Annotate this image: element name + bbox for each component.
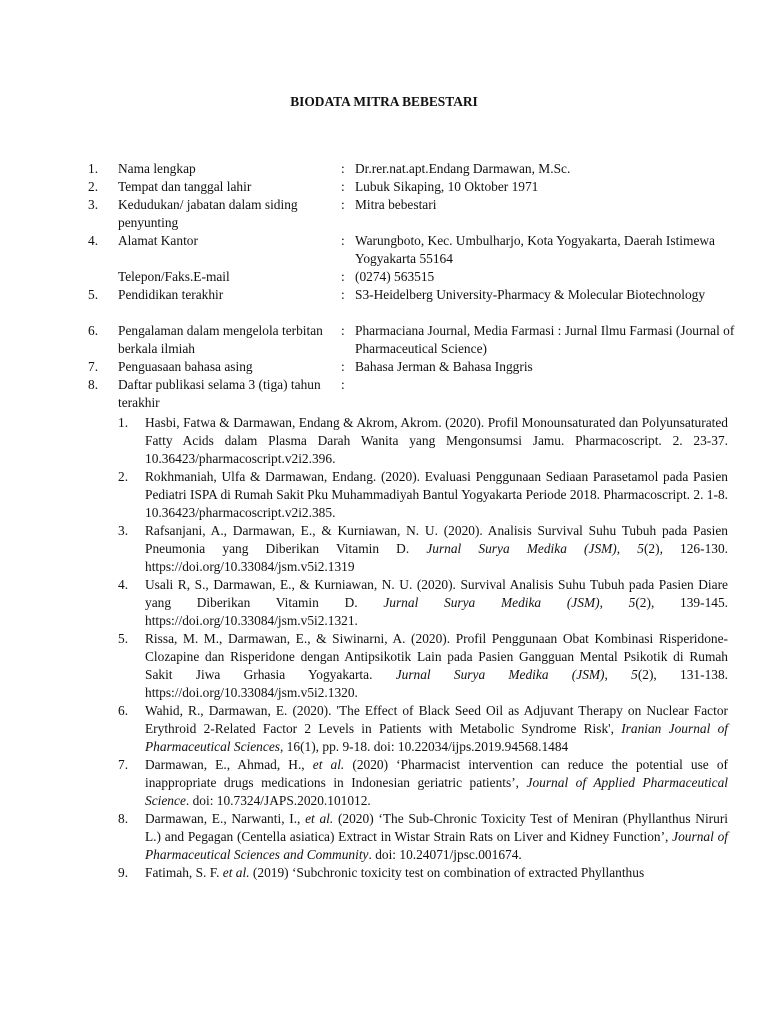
publication-text	[145, 630, 728, 702]
publication-text	[145, 864, 728, 882]
publication-segment: Rissa, M. M., Darmawan, E., & Siwinarni, A. (2020). Profil Penggunaan Obat Kombinasi Risperidone-Clozapine dan Risperidone dengan Antipsikotik Lain pada Pasien Gangguan Mental Psikotik di Rumah Sakit Jiwa Grhasia Yogyakarta.	[145, 631, 728, 682]
publication-segment: (2), 131-138. https://doi.org/10.33084/jsm.v5i2.1320.	[145, 667, 729, 700]
publication-italic-segment: 5	[631, 667, 638, 682]
publication-number: 7.	[118, 757, 129, 772]
publication-segment: . doi: 10.24071/jpsc.001674.	[368, 847, 522, 862]
row-value: Lubuk Sikaping, 10 Oktober 1971	[355, 179, 539, 194]
biodata-row-name	[88, 160, 728, 178]
publication-italic-segment: Jurnal Surya Medika (JSM)	[426, 541, 617, 556]
biodata-row-address	[88, 232, 728, 268]
publication-segment: Darmawan, E., Ahmad, H.,	[145, 757, 313, 772]
publication-text	[145, 414, 728, 468]
row-colon: :	[341, 359, 345, 374]
publication-list	[118, 414, 728, 882]
publication-segment: ,	[616, 541, 638, 556]
publication-italic-segment: 5	[637, 541, 644, 556]
publication-item	[118, 522, 728, 576]
publication-text	[145, 702, 728, 756]
publication-number: 8.	[118, 811, 129, 826]
row-label: Daftar publikasi selama 3 (tiga) tahun terakhir	[118, 377, 321, 410]
row-number: 8.	[88, 377, 99, 392]
row-label: Tempat dan tanggal lahir	[118, 179, 252, 194]
row-value: Mitra bebestari	[355, 197, 437, 212]
publication-item	[118, 414, 728, 468]
publication-italic-segment: Jurnal Surya Medika (JSM)	[395, 667, 605, 682]
publication-number: 2.	[118, 469, 129, 484]
publication-item	[118, 576, 728, 630]
publication-item	[118, 702, 728, 756]
row-value: Warungboto, Kec. Umbulharjo, Kota Yogyakarta, Daerah Istimewa Yogyakarta 55164	[355, 233, 715, 266]
biodata-row-education	[88, 286, 728, 322]
publication-segment: Rafsanjani, A., Darmawan, E., & Kurniawan, N. U. (2020). Analisis Survival Suhu Tubuh pada Pasien Pneumonia yang Diberikan Vitamin D.	[145, 523, 728, 556]
publication-italic-segment: et al.	[312, 757, 345, 772]
publication-item	[118, 468, 728, 522]
row-colon: :	[341, 161, 345, 176]
row-number: 2.	[88, 179, 99, 194]
row-colon: :	[341, 179, 345, 194]
row-colon: :	[341, 233, 345, 248]
row-value: Dr.rer.nat.apt.Endang Darmawan, M.Sc.	[355, 161, 571, 176]
row-colon: :	[341, 197, 345, 212]
publication-italic-segment: Iranian Journal of Pharmaceutical Sciences	[145, 721, 728, 754]
row-label: Pengalaman dalam mengelola terbitan berkala ilmiah	[118, 323, 323, 356]
row-number: 3.	[88, 197, 99, 212]
row-label: Pendidikan terakhir	[118, 287, 224, 302]
row-colon: :	[341, 323, 345, 338]
publication-segment: . doi: 10.7324/JAPS.2020.101012.	[185, 793, 371, 808]
row-value: (0274) 563515	[355, 269, 435, 284]
publication-italic-segment: Journal of Applied Pharmaceutical Science	[145, 775, 728, 808]
row-value: S3-Heidelberg University-Pharmacy & Molecular Biotechnology	[355, 287, 706, 302]
row-label: Alamat Kantor	[118, 233, 198, 248]
row-value: Bahasa Jerman & Bahasa Inggris	[355, 359, 533, 374]
publication-text	[145, 576, 728, 630]
row-number: 7.	[88, 359, 99, 374]
publication-item	[118, 630, 728, 702]
biodata-row-languages	[88, 358, 728, 376]
publication-segment: , 16(1), pp. 9-18. doi: 10.22034/ijps.2019.94568.1484	[279, 739, 569, 754]
publication-italic-segment: Jurnal Surya Medika (JSM)	[383, 595, 600, 610]
row-colon: :	[341, 287, 345, 302]
publication-segment: Usali R, S., Darmawan, E., & Kurniawan, N. U. (2020). Survival Analisis Suhu Tubuh pada Pasien Diare yang Diberikan Vitamin D.	[145, 577, 728, 610]
publication-number: 4.	[118, 577, 129, 592]
publication-segment: Fatimah, S. F.	[145, 865, 223, 880]
publication-text	[145, 468, 728, 522]
publication-segment: (2019) ‘Subchronic toxicity test on combination of extracted Phyllanthus	[249, 865, 645, 880]
row-colon: :	[341, 269, 345, 284]
biodata-row-experience	[88, 322, 735, 358]
biodata-list	[88, 160, 735, 412]
publication-segment: Rokhmaniah, Ulfa & Darmawan, Endang. (2020). Evaluasi Penggunaan Sediaan Parasetamol pada Pasien Pediatri ISPA di Rumah Sakit Pku Muhammadiyah Bantul Yogyakarta Periode 2018. Pharmacoscript. 2. 1-8. 10.36423/pharmacoscript.v2i2.385.	[145, 469, 728, 520]
publication-item	[118, 864, 728, 882]
publication-text	[145, 756, 728, 810]
document-title: BIODATA MITRA BEBESTARI	[290, 94, 478, 109]
publication-item	[118, 810, 728, 864]
row-number: 1.	[88, 161, 99, 176]
row-number: 4.	[88, 233, 99, 248]
biodata-row-phone	[88, 268, 728, 286]
row-number: 6.	[88, 323, 99, 338]
publication-number: 3.	[118, 523, 129, 538]
publication-italic-segment: et al.	[222, 865, 250, 880]
publication-segment: ,	[604, 667, 632, 682]
publication-italic-segment: et al.	[305, 811, 334, 826]
row-value: Pharmaciana Journal, Media Farmasi : Jurnal Ilmu Farmasi (Journal of Pharmaceutical Science)	[355, 323, 735, 356]
publication-segment: (2020) ‘Pharmacist intervention can reduce the potential use of inappropriate drugs medications in Indonesian geriatric patients’,	[145, 757, 728, 790]
publication-italic-segment: 5	[628, 595, 636, 610]
publication-segment: Wahid, R., Darmawan, E. (2020). 'The Effect of Black Seed Oil as Adjuvant Therapy on Nuclear Factor Erythroid 2-Related Factor 2 Levels in Patients with Metabolic Syndrome Risk',	[145, 703, 728, 736]
row-label: Kedudukan/ jabatan dalam siding penyunting	[118, 197, 298, 230]
row-label: Nama lengkap	[118, 161, 196, 176]
publication-text	[145, 522, 728, 576]
biodata-row-birth	[88, 178, 728, 196]
publication-segment: ,	[599, 595, 629, 610]
publication-text	[145, 810, 728, 864]
publication-number: 1.	[118, 415, 129, 430]
publication-number: 9.	[118, 865, 129, 880]
row-label: Penguasaan bahasa asing	[118, 359, 253, 374]
biodata-row-publications	[88, 376, 728, 412]
publication-segment: (2020) ‘The Sub-Chronic Toxicity Test of Meniran (Phyllanthus Niruri L.) and Pegagan (Centella asiatica) Extract in Wistar Strain Rats on Liver and Kidney Function’,	[145, 811, 728, 844]
publication-segment: Hasbi, Fatwa & Darmawan, Endang & Akrom, Akrom. (2020). Profil Monounsaturated dan Polyunsaturated Fatty Acids dalam Plasma Darah Wanita yang Mengonsumsi Jamu. Pharmacoscript. 2. 23-37. 10.36423/pharmacoscript.v2i2.396.	[145, 415, 728, 466]
publication-item	[118, 756, 728, 810]
publication-segment: (2), 126-130. https://doi.org/10.33084/jsm.v5i2.1319	[145, 541, 729, 574]
row-colon: :	[341, 377, 345, 392]
publication-number: 5.	[118, 631, 129, 646]
publication-segment: Darmawan, E., Narwanti, I.,	[145, 811, 306, 826]
row-label: Telepon/Faks.E-mail	[118, 269, 230, 284]
publication-italic-segment: Journal of Pharmaceutical Sciences and Community	[145, 829, 728, 862]
row-number: 5.	[88, 287, 99, 302]
biodata-row-position	[88, 196, 728, 232]
publication-number: 6.	[118, 703, 129, 718]
publication-segment: (2), 139-145. https://doi.org/10.33084/jsm.v5i2.1321.	[145, 595, 729, 628]
